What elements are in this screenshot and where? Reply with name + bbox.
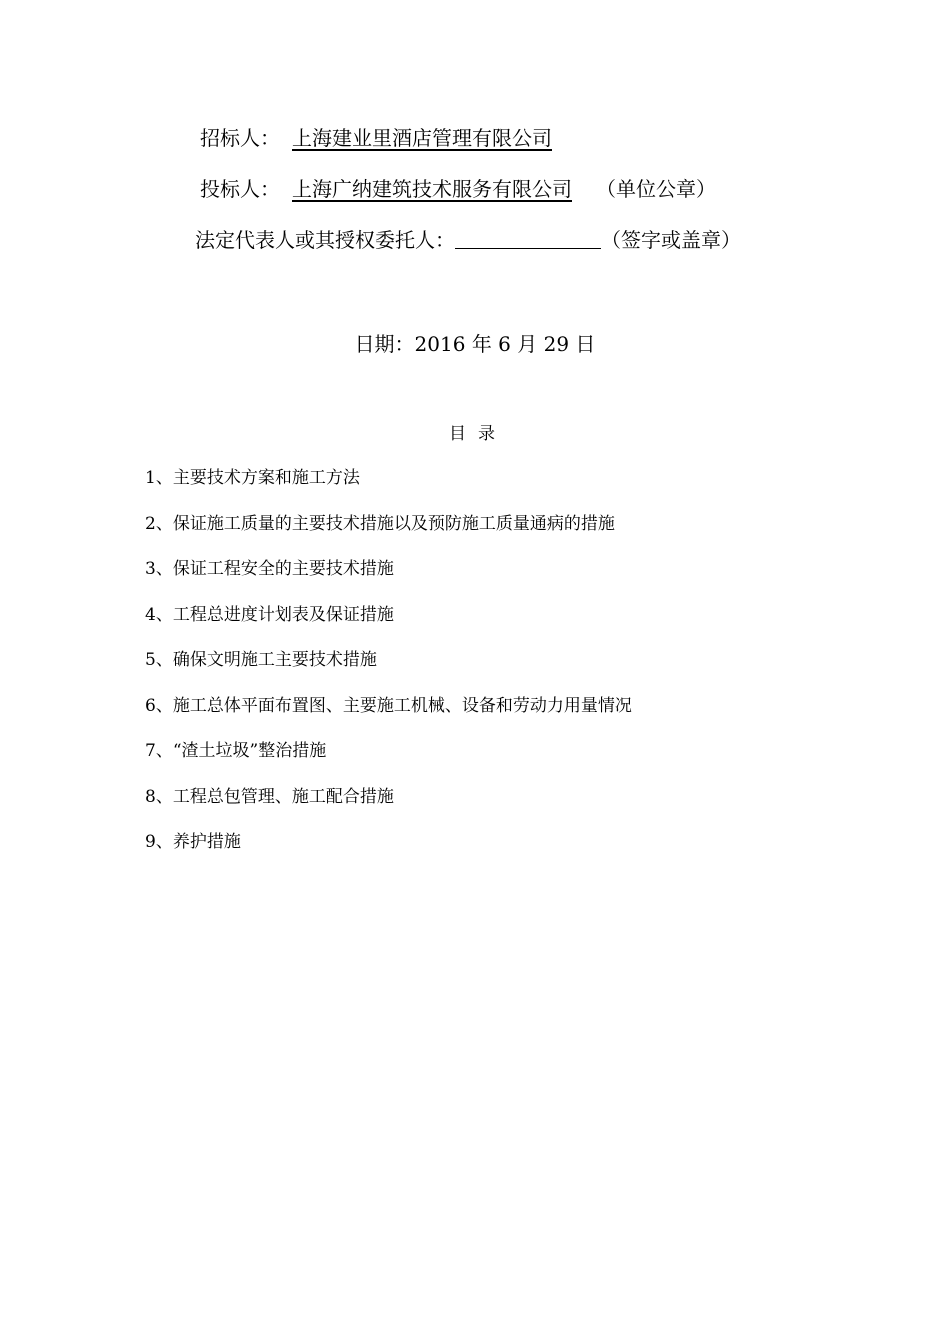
toc-title: 目录: [449, 424, 507, 444]
representative-label: 法定代表人或其授权委托人：: [195, 228, 455, 252]
tenderer-label: 招标人：: [200, 126, 280, 150]
toc-item: 8、工程总包管理、施工配合措施: [145, 786, 394, 807]
signature-note: （签字或盖章）: [601, 228, 741, 252]
representative-line: [195, 226, 741, 254]
toc-item: 4、工程总进度计划表及保证措施: [145, 604, 394, 625]
toc-item: 5、确保文明施工主要技术措施: [145, 650, 377, 670]
toc-item: 9、养护措施: [145, 832, 241, 852]
toc-item: 2、保证施工质量的主要技术措施以及预防施工质量通病的措施: [145, 513, 615, 534]
toc-item: 3、保证工程安全的主要技术措施: [145, 559, 394, 579]
toc-item: 6、施工总体平面布置图、主要施工机械、设备和劳动力用量情况: [145, 695, 632, 716]
toc-item: 1、主要技术方案和施工方法: [145, 468, 360, 488]
bidder-label: 投标人：: [200, 177, 280, 201]
toc-item: 7、“渣土垃圾”整治措施: [145, 741, 327, 761]
bidder-line: [200, 175, 716, 203]
table-of-contents: [145, 466, 632, 876]
bidder-value: 上海广纳建筑技术服务有限公司: [292, 177, 572, 201]
tenderer-value: 上海建业里酒店管理有限公司: [292, 126, 552, 150]
bidder-seal-note: （单位公章）: [596, 177, 716, 201]
date-line: 日期：2016 年 6 月 29 日: [354, 332, 596, 356]
signature-blank: [455, 228, 601, 249]
tenderer-line: [200, 124, 576, 152]
